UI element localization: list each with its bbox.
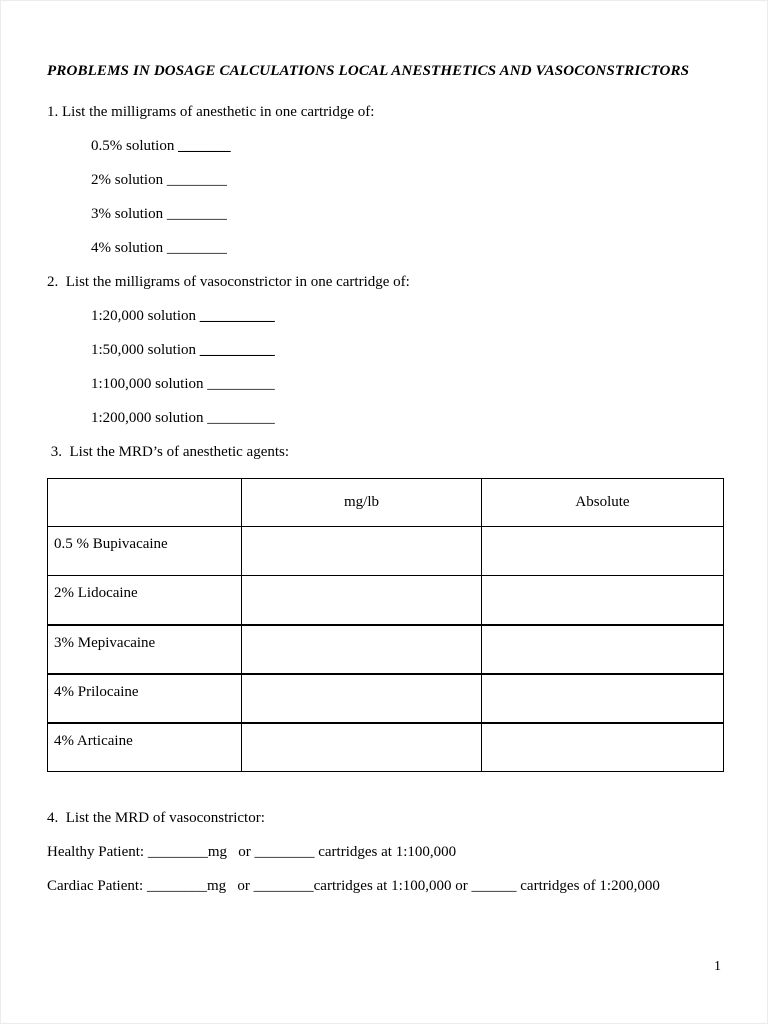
q2-item-0-blank: __________	[199, 308, 275, 324]
agent-cell: 4% Articaine	[48, 723, 242, 772]
cardiac-text-1: mg or	[206, 878, 254, 894]
cardiac-cartridges-blank-2: ______	[471, 878, 517, 894]
q2-item-2	[91, 376, 721, 393]
cardiac-cartridges-blank-1: ________	[253, 878, 314, 894]
mg-lb-answer-cell	[242, 527, 482, 576]
healthy-text-1: mg or	[207, 844, 255, 860]
mg-lb-answer-cell	[242, 723, 482, 772]
q1-item-1-blank: ________	[166, 172, 227, 188]
q2-item-1	[91, 342, 721, 359]
question-4-prompt: 4. List the MRD of vasoconstrictor:	[47, 810, 265, 826]
q1-item-3-blank: ________	[166, 240, 227, 256]
q1-item-2	[91, 206, 721, 223]
question-1-prompt: 1. List the milligrams of anesthetic in one cartridge of:	[47, 104, 375, 120]
agent-cell: 4% Prilocaine	[48, 674, 242, 723]
cardiac-text-2: cartridges at 1:100,000 or	[313, 878, 472, 894]
table-header-absolute: Absolute	[482, 479, 724, 527]
healthy-text-2: cartridges at 1:100,000	[314, 844, 457, 860]
table-row-bupivacaine	[48, 527, 724, 576]
absolute-answer-cell	[482, 674, 724, 723]
mg-lb-answer-cell	[242, 674, 482, 723]
cardiac-mg-blank: ________	[146, 878, 207, 894]
agent-cell: 2% Lidocaine	[48, 576, 242, 625]
q2-item-1-label: 1:50,000 solution	[91, 342, 200, 358]
q1-item-0-label: 0.5% solution	[91, 138, 179, 154]
q2-item-3-label: 1:200,000 solution	[91, 410, 208, 426]
table-row-lidocaine	[48, 576, 724, 625]
absolute-answer-cell	[482, 527, 724, 576]
q1-item-0	[91, 138, 721, 155]
question-2-prompt: 2. List the milligrams of vasoconstrictor in one cartridge of:	[47, 274, 410, 290]
q1-item-2-label: 3% solution	[91, 206, 167, 222]
table-row-articaine	[48, 723, 724, 772]
agent-cell: 3% Mepivacaine	[48, 625, 242, 674]
healthy-patient-line	[47, 844, 721, 861]
q2-item-3	[91, 410, 721, 427]
q2-item-2-label: 1:100,000 solution	[91, 376, 208, 392]
mg-lb-answer-cell	[242, 576, 482, 625]
q1-item-1	[91, 172, 721, 189]
cardiac-patient-label: Cardiac Patient:	[47, 878, 147, 894]
q2-item-0	[91, 308, 721, 325]
table-row-mepivacaine	[48, 625, 724, 674]
page-title: PROBLEMS IN DOSAGE CALCULATIONS LOCAL ANESTHETICS AND VASOCONSTRICTORS	[47, 63, 690, 79]
healthy-cartridges-blank: ________	[254, 844, 315, 860]
q2-item-1-blank: __________	[199, 342, 275, 358]
q1-item-0-blank: _______	[178, 138, 231, 154]
q2-item-2-blank: _________	[207, 376, 275, 392]
q1-item-1-label: 2% solution	[91, 172, 167, 188]
page-number: 1	[714, 959, 721, 974]
table-row-prilocaine	[48, 674, 724, 723]
healthy-mg-blank: ________	[147, 844, 208, 860]
question-3-prompt: 3. List the MRD’s of anesthetic agents:	[47, 444, 290, 460]
agent-cell: 0.5 % Bupivacaine	[48, 527, 242, 576]
table-header-mg-lb: mg/lb	[242, 479, 482, 527]
q1-item-3	[91, 240, 721, 257]
cardiac-patient-line	[47, 878, 721, 895]
table-header-row	[48, 479, 724, 527]
cardiac-text-3: cartridges of 1:200,000	[516, 878, 660, 894]
q2-item-3-blank: _________	[207, 410, 275, 426]
mrd-table	[47, 478, 724, 772]
absolute-answer-cell	[482, 723, 724, 772]
absolute-answer-cell	[482, 576, 724, 625]
mg-lb-answer-cell	[242, 625, 482, 674]
q2-item-0-label: 1:20,000 solution	[91, 308, 200, 324]
q1-item-3-label: 4% solution	[91, 240, 167, 256]
q1-item-2-blank: ________	[166, 206, 227, 222]
healthy-patient-label: Healthy Patient:	[47, 844, 148, 860]
absolute-answer-cell	[482, 625, 724, 674]
table-header-empty	[48, 479, 242, 527]
